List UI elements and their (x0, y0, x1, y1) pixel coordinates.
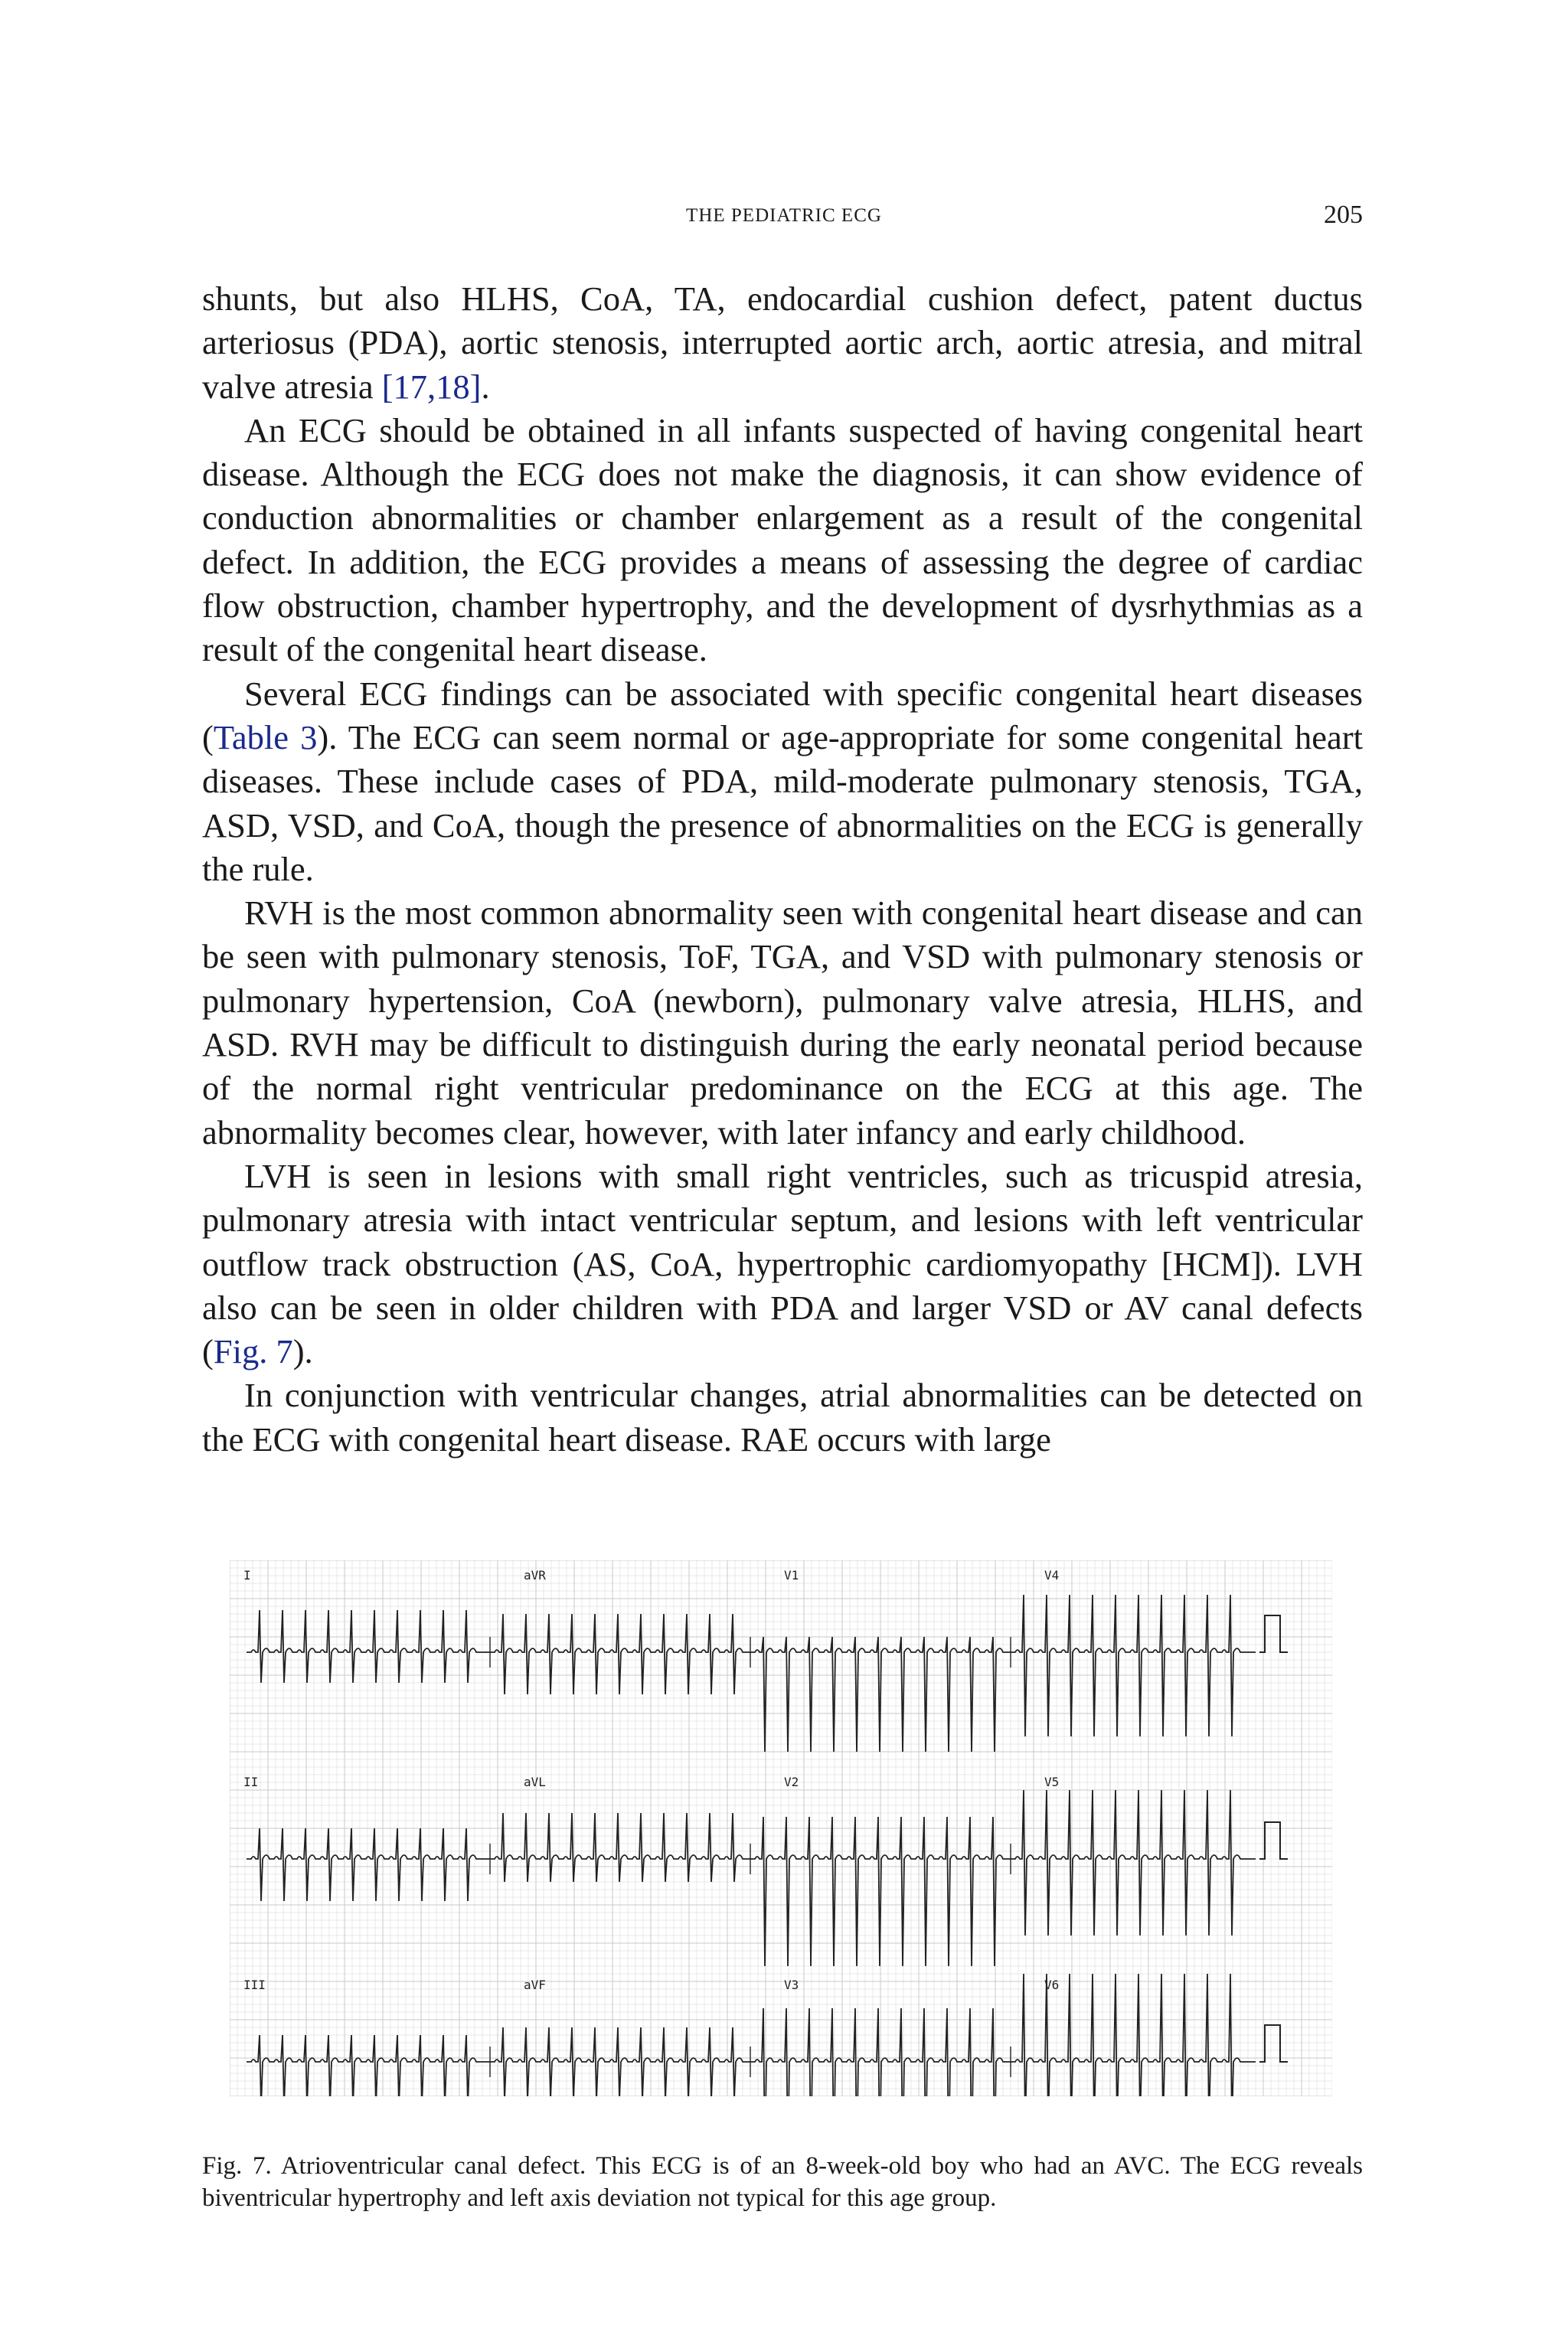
paragraph-3 (202, 672, 1363, 891)
calibration-pulse (1259, 1615, 1288, 1652)
body-text (202, 277, 1363, 1462)
page-number: 205 (1324, 201, 1363, 229)
lead-label: V5 (1044, 1775, 1060, 1789)
paragraph-text-end: ). (292, 1332, 313, 1371)
calibration-pulse (1259, 1822, 1288, 1859)
lead-label: aVF (524, 1978, 546, 1992)
paragraph-4: RVH is the most common abnormality seen with congenital heart disease and can be seen with pulmonary stenosis, ToF, TGA, and VSD with pulmonary stenosis or pulmonary hypertension, CoA (newborn), pulmonary valve atresia, HLHS, and ASD. RVH may be difficult to distinguish during the early neonatal period because of the normal right ventricular predominance on the ECG at this age. The abnormality becomes clear, however, with later infancy and early childhood. (202, 893, 1363, 1152)
running-head: THE PEDIATRIC ECG (686, 205, 882, 226)
paragraph-text-end: ). The ECG can seem normal or age-appropriate for some congenital heart diseases. These include cases of PDA, mild-moderate pulmonary stenosis, TGA, ASD, VSD, and CoA, though the presence of abnormalities on the ECG is generally the rule. (202, 717, 1363, 888)
citation-link[interactable]: [17,18] (381, 367, 482, 406)
lead-label: V1 (784, 1568, 799, 1583)
caption-text: Atrioventricular canal defect. This ECG is of an 8-week-old boy who had an AVC. The ECG reveals biventricular hypertrophy and left axis deviation not typical for this age group. (202, 2152, 1363, 2212)
ecg-waveform-i (247, 1610, 490, 1683)
lead-label: aVR (524, 1568, 546, 1583)
paragraph-text: Several ECG findings can be associated with specific congenital heart diseases ( (202, 674, 1363, 756)
lead-label: V6 (1044, 1978, 1060, 1992)
lead-label: II (243, 1775, 259, 1789)
lead-label: III (243, 1978, 266, 1992)
paragraph-text: shunts, but also HLHS, CoA, TA, endocardial cushion defect, patent ductus arteriosus (PDA), aortic stenosis, interrupted aortic arch, aortic atresia, and mitral valve atresia (202, 279, 1363, 406)
paragraph-6: In conjunction with ventricular changes, atrial abnormalities can be detected on the ECG with congenital heart disease. RAE occurs with large (202, 1376, 1363, 1459)
ecg-figure (230, 1560, 1332, 2096)
paragraph-1 (202, 277, 1363, 409)
figure-caption (202, 2150, 1363, 2214)
paragraph-text-end: . (481, 367, 490, 406)
lead-label: aVL (524, 1775, 546, 1789)
paragraph-5 (202, 1155, 1363, 1374)
table-link[interactable]: Table 3 (213, 717, 318, 756)
ecg-waveform-ii (247, 1828, 490, 1901)
caption-label: Fig. 7. (202, 2152, 272, 2180)
ecg-tracing (230, 1560, 1332, 2096)
lead-label: V2 (784, 1775, 799, 1789)
lead-label: V3 (784, 1978, 799, 1992)
figure-link[interactable]: Fig. 7 (213, 1332, 293, 1371)
calibration-pulse (1259, 2025, 1288, 2062)
lead-label: V4 (1044, 1568, 1060, 1583)
paragraph-text: LVH is seen in lesions with small right ventricles, such as tricuspid atresia, pulmonary atresia with intact ventricular septum, and lesions with left ventricular outflow track obstruction (AS, CoA, hypertrophic cardiomyopathy [HCM]). LVH also can be seen in older children with PDA and larger VSD or AV canal defects ( (202, 1156, 1363, 1371)
lead-label: I (243, 1568, 251, 1583)
paragraph-2: An ECG should be obtained in all infants suspected of having congenital heart disease. Although the ECG does not make the diagnosis, it can show evidence of conduction abnormalities or chamber enlargement as a result of the congenital defect. In addition, the ECG provides a means of assessing the degree of cardiac flow obstruction, chamber hypertrophy, and the development of dysrhythmias as a result of the congenital heart disease. (202, 410, 1363, 669)
